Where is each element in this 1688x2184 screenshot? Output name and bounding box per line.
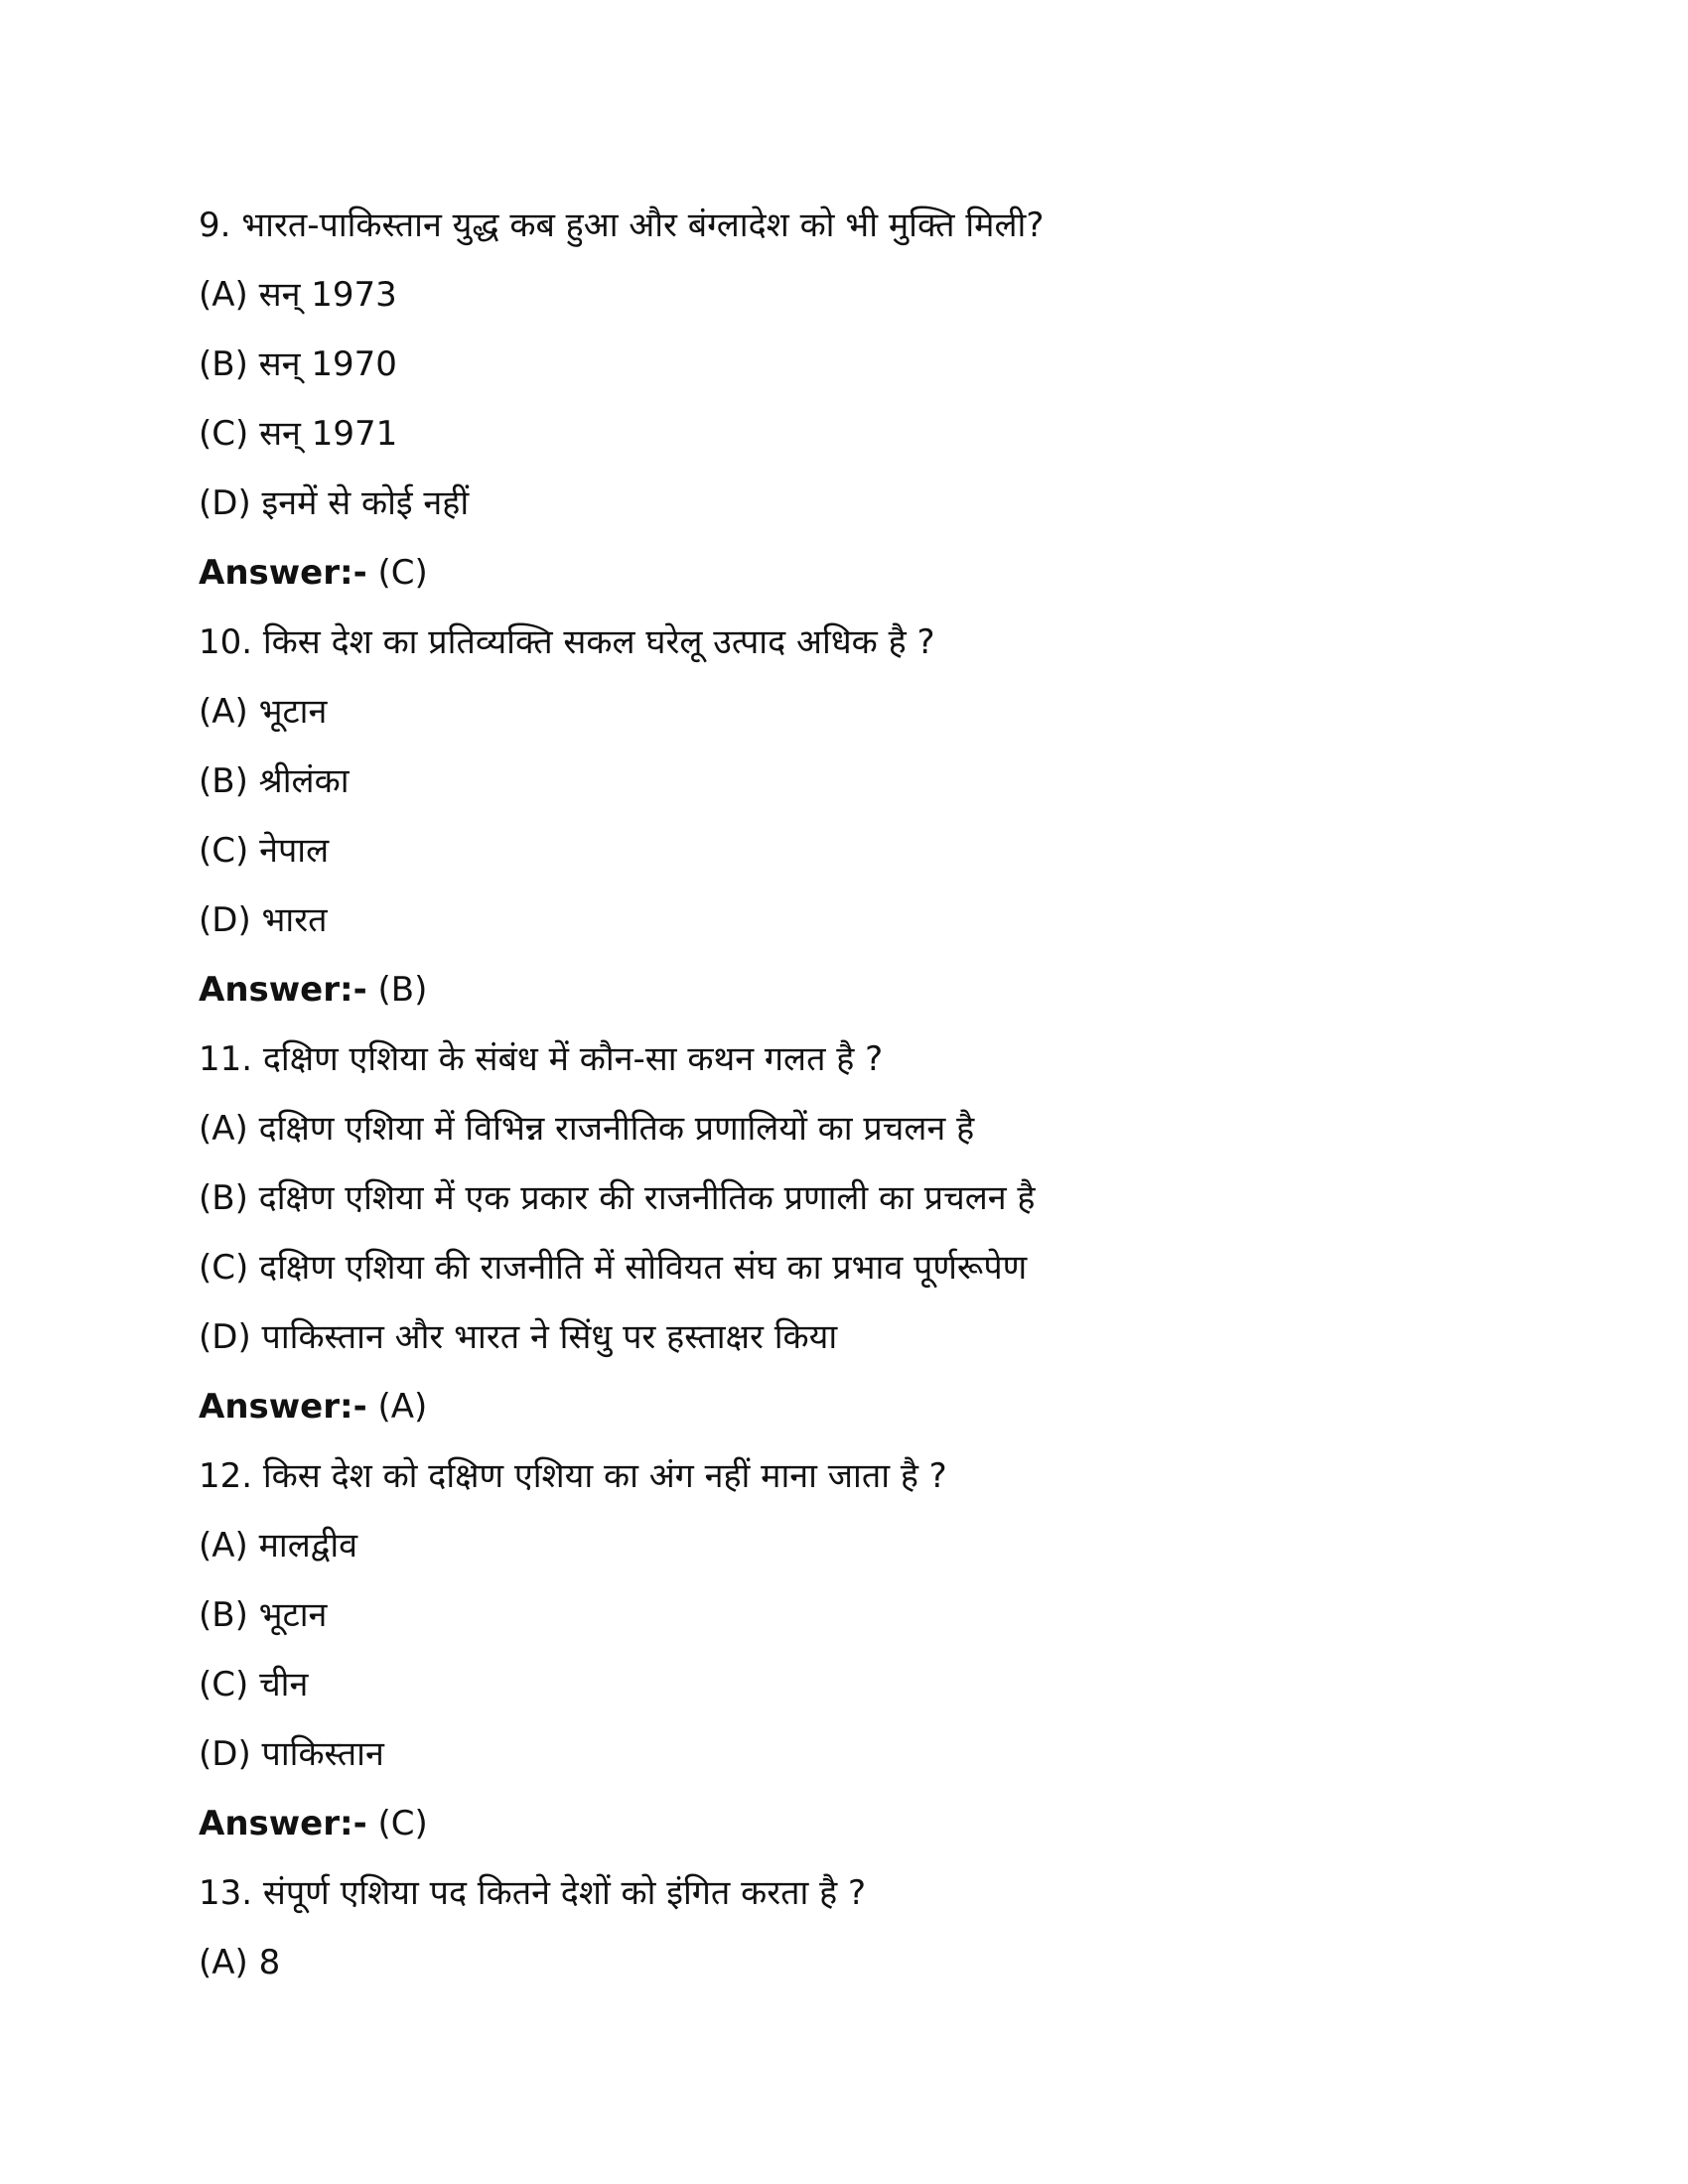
- option-b: (B) सन् 1970: [199, 344, 397, 384]
- question-13: [199, 1858, 1569, 1997]
- question-text: 12. किस देश को दक्षिण एशिया का अंग नहीं माना जाता है ?: [199, 1456, 947, 1496]
- answer-line: [199, 1372, 1569, 1441]
- question-10: [199, 608, 1569, 1024]
- option-b: (B) श्रीलंका: [199, 761, 350, 801]
- question-text: 9. भारत-पाकिस्तान युद्ध कब हुआ और बंग्लादेश को भी मुक्ति मिली?: [199, 205, 1045, 245]
- option-d: (D) भारत: [199, 900, 328, 940]
- option-a: (A) मालद्वीव: [199, 1526, 358, 1566]
- question-page: [199, 191, 1569, 1997]
- option-b: (B) भूटान: [199, 1595, 328, 1635]
- option-c: (C) नेपाल: [199, 831, 330, 871]
- option-b: (B) दक्षिण एशिया में एक प्रकार की राजनीतिक प्रणाली का प्रचलन है: [199, 1178, 1036, 1218]
- answer-value: (A): [366, 1387, 428, 1427]
- question-12: [199, 1441, 1569, 1858]
- answer-value: (C): [366, 553, 428, 593]
- answer-line: [199, 1789, 1569, 1858]
- answer-value: (B): [366, 970, 428, 1010]
- question-text: 10. किस देश का प्रतिव्यक्ति सकल घरेलू उत्पाद अधिक है ?: [199, 622, 935, 662]
- answer-value: (C): [366, 1804, 428, 1843]
- answer-line: [199, 955, 1569, 1024]
- question-text: 11. दक्षिण एशिया के संबंध में कौन-सा कथन गलत है ?: [199, 1039, 884, 1079]
- option-d: (D) पाकिस्तान और भारत ने सिंधु पर हस्ताक्षर किया: [199, 1317, 838, 1357]
- question-11: [199, 1024, 1569, 1441]
- option-d: (D) इनमें से कोई नहीं: [199, 483, 470, 523]
- question-text: 13. संपूर्ण एशिया पद कितने देशों को इंगित करता है ?: [199, 1873, 867, 1913]
- option-c: (C) सन् 1971: [199, 414, 398, 454]
- option-a: (A) 8: [199, 1943, 281, 1982]
- option-a: (A) सन् 1973: [199, 275, 397, 315]
- option-a: (A) भूटान: [199, 692, 328, 732]
- option-d: (D) पाकिस्तान: [199, 1734, 384, 1774]
- answer-label: Answer:-: [199, 1387, 367, 1427]
- option-c: (C) चीन: [199, 1665, 309, 1705]
- answer-label: Answer:-: [199, 1804, 367, 1843]
- option-a: (A) दक्षिण एशिया में विभिन्न राजनीतिक प्रणालियों का प्रचलन है: [199, 1109, 975, 1149]
- answer-label: Answer:-: [199, 553, 367, 593]
- answer-label: Answer:-: [199, 970, 367, 1010]
- answer-line: [199, 538, 1569, 608]
- option-c: (C) दक्षिण एशिया की राजनीति में सोवियत संघ का प्रभाव पूर्णरूपेण: [199, 1248, 1028, 1288]
- question-9: [199, 191, 1569, 608]
